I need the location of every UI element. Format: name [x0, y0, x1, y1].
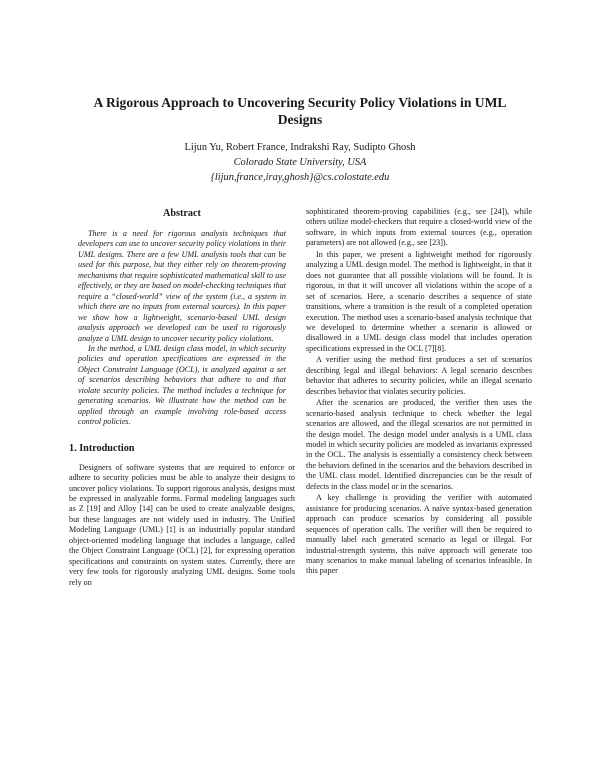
abstract-body: [69, 229, 295, 428]
abstract-paragraph: There is a need for rigorous analysis techniques that developers can use to uncover security policy violations in their UML designs. There are a few UML analysis tools that can be used for this purpose, but they either rely on theorem-proving mechanisms that require sophisticated mathematical skill to use effectively, or they are based on model-checking techniques that require a “closed-world” view of the system (i.e., a system in which there are no inputs from external sources). In this paper we show how a lightweight, scenario-based UML design analysis approach we developed can be used to rigorously analyze a UML design to uncover security policy violations.: [78, 229, 286, 343]
abstract-paragraph: In the method, a UML design class model, in which security policies and operation specifications are expressed in the Object Constraint Language (OCL), is analyzed against a set of scenarios describing behaviors that adhere to and that violate security policies. The method includes a technique for generating scenarios. We illustrate how the method can be applied through an example involving role-based access control policies.: [78, 343, 286, 427]
body-paragraph: sophisticated theorem-proving capabilities (e.g., see [24]), while others utilize model-checkers that require a closed-world view of the software, in which inputs from external sources (e.g., operation parameters) are not allowed (e.g., see [23]).: [306, 207, 532, 248]
author-names: Lijun Yu, Robert France, Indrakshi Ray, Sudipto Ghosh: [184, 142, 416, 153]
paper-title: A Rigorous Approach to Uncovering Security Policy Violations in UML Designs: [93, 95, 507, 127]
abstract-heading: Abstract: [163, 208, 201, 219]
body-paragraph: A verifier using the method first produces a set of scenarios describing legal and illegal behaviors: A legal scenario describes behavior that adheres to security policies, while an illegal scenario describes behavior that violates security policies.: [306, 355, 532, 396]
body-paragraph: In this paper, we present a lightweight method for rigorously analyzing a UML design model. The method is lightweight, in that it does not guarantee that all possible violations will be found. It is rigorous, in that it will uncover all violations within the scope of a set of scenarios. Here, a scenario describes a sequence of state transitions, where a transition is the result of a completed operation execution. The method uses a scenario-based analysis technique that we developed to determine whether a scenario is allowed or disallowed in a UML design class model that includes operation specifications expressed in the OCL [7][8].: [306, 249, 532, 353]
body-paragraph: Designers of software systems that are required to enforce or adhere to security policies must be able to analyze their designs to uncover policy violations. To support rigorous analysis, designs must be expressed in analyzable forms. Formal modeling languages such as Z [19] and Alloy [14] can be used to create analyzable designs, but these languages are not widely used in industry. The Unified Modeling Language (UML) [1] is an industrially popular standard object-oriented modeling language that includes a language, called the Object Constraint Language (OCL) [2], for expressing operation specifications and constraints on system states. Currently, there are very few tools for rigorously analyzing UML designs. Some tools rely on: [69, 462, 295, 587]
body-paragraph: After the scenarios are produced, the verifier then uses the scenario-based analysis technique to check whether the legal scenarios are allowed, and the illegal scenarios are not permitted in the design model. The design model under analysis is a UML class model in which security policies are modeled as invariants expressed in the OCL. The analysis is essentially a consistency check between the behaviors defined in the scenarios and the behaviors described in the UML class model. Identified discrepancies can be the result of defects in the class model or in the scenarios.: [306, 398, 532, 491]
left-column: [69, 207, 295, 588]
introduction-body: [69, 463, 295, 588]
author-affiliation: Colorado State University, USA: [233, 157, 367, 168]
author-email: {lijun,france,iray,ghosh}@cs.colostate.edu: [210, 172, 390, 183]
author-block: [100, 140, 500, 185]
right-column: [306, 207, 532, 577]
introduction-heading: 1. Introduction: [69, 442, 135, 454]
body-paragraph: A key challenge is providing the verifier with automated assistance for producing scenarios. A naïve syntax-based generation approach can produce scenarios by considering all possible sequences of operation calls. The verifier will then be required to manually label each generated scenario as legal or illegal. For industrial-strength systems, this naïve approach will generate too many scenarios to make manual labeling of scenarios infeasible. In this paper: [306, 493, 532, 576]
